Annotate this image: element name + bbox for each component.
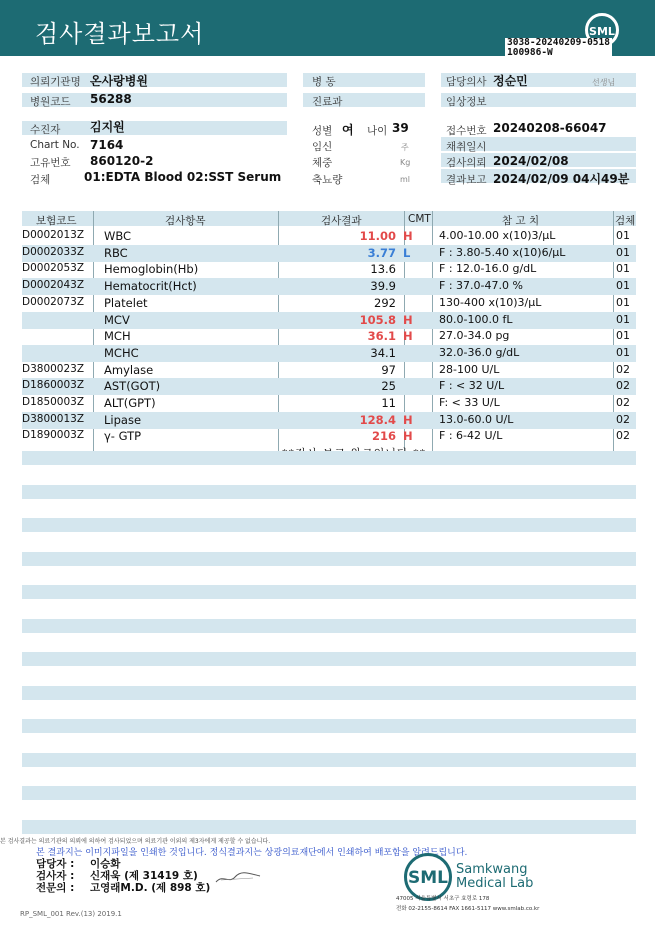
row-result: 292: [374, 295, 396, 310]
table-row: [22, 345, 636, 362]
row-result: 97: [381, 362, 396, 377]
row-code: D1860003Z: [22, 379, 85, 392]
table-row: [22, 295, 636, 312]
report-number: 3038-20240209-0518 100986-W: [507, 37, 610, 58]
row-specimen: 01: [616, 262, 630, 276]
row-reference: 32.0-36.0 g/dL: [439, 345, 520, 359]
hospital-code-label: 병원코드: [30, 96, 71, 108]
empty-row: [22, 686, 636, 700]
header-reference: 참 고 치: [502, 215, 540, 227]
age-label: 나이: [367, 125, 388, 137]
hospital-name: 온사랑병원: [90, 74, 148, 88]
empty-row: [22, 719, 636, 733]
empty-row: [22, 820, 636, 834]
row-specimen: 02: [616, 362, 630, 376]
specimen-label: 검체: [30, 174, 51, 186]
row-reference: 27.0-34.0 pg: [439, 329, 510, 343]
table-row: [22, 261, 636, 278]
empty-row: [22, 451, 636, 465]
row-item: RBC: [104, 245, 128, 260]
patient-label: 수진자: [30, 124, 61, 136]
row-code: D3800013Z: [22, 412, 85, 425]
row-specimen: 02: [616, 429, 630, 443]
company-contact: 전화 02-2155-8614 FAX 1661-5117 www.smlab.co.kr: [396, 906, 540, 912]
hospital-code: 56288: [90, 92, 132, 106]
row-item: AST(GOT): [104, 379, 161, 394]
row-reference: 13.0-60.0 U/L: [439, 412, 514, 426]
row-flag: H: [403, 412, 413, 427]
request-label: 검사의뢰: [446, 157, 487, 169]
inspector-name: 신재욱 (제 31419 호): [90, 870, 198, 882]
company-name-1: Samkwang: [456, 862, 528, 877]
row-reference: 80.0-100.0 fL: [439, 312, 513, 326]
table-row: [22, 228, 636, 245]
row-result: 25: [381, 379, 396, 394]
row-specimen: 01: [616, 329, 630, 343]
row-result: 34.1: [370, 345, 396, 360]
row-reference: 28-100 U/L: [439, 362, 500, 376]
table-row: [22, 395, 636, 412]
doctor-label: 담당의사: [446, 76, 487, 88]
row-specimen: 01: [616, 312, 630, 326]
row-item: Lipase: [104, 412, 142, 427]
row-code: D0002073Z: [22, 295, 85, 308]
table-row: [22, 362, 636, 379]
header-specimen: 검체: [615, 215, 636, 227]
row-result: 39.9: [370, 279, 396, 294]
ward-label: 병 동: [312, 76, 336, 88]
row-code: D0002033Z: [22, 245, 85, 258]
header-item: 검사항목: [165, 215, 206, 227]
table-row: [22, 412, 636, 429]
row-code: D0002053Z: [22, 262, 85, 275]
pregnancy-unit: 주: [401, 143, 409, 152]
patient-name: 김지원: [90, 120, 125, 134]
row-reference: F : 3.80-5.40 x(10)6/μL: [439, 245, 566, 259]
empty-row: [22, 753, 636, 767]
form-code: RP_SML_001 Rev.(13) 2019.1: [20, 910, 122, 918]
row-result: 128.4: [359, 412, 396, 427]
empty-row: [22, 786, 636, 800]
urine-label: 축뇨량: [312, 174, 343, 186]
empty-row: [22, 619, 636, 633]
row-result: 11: [381, 396, 396, 410]
row-item: Hemoglobin(Hb): [104, 262, 199, 277]
row-code: D0002013Z: [22, 229, 85, 241]
row-item: γ- GTP: [104, 429, 142, 444]
inspector-label: 검사자 :: [36, 870, 75, 882]
urine-unit: ml: [400, 175, 411, 184]
row-result: 216: [371, 429, 396, 444]
clinical-info-label: 임상정보: [446, 96, 487, 108]
row-code: D1890003Z: [22, 429, 85, 442]
row-result: 3.77: [367, 245, 396, 260]
table-row: [22, 428, 636, 445]
collect-label: 채취일시: [446, 141, 487, 153]
receipt-number: 20240208-66047: [493, 121, 607, 135]
pregnancy-label: 임신: [312, 141, 333, 153]
header-code: 보험코드: [36, 215, 77, 227]
samkwang-logo-icon: SML: [404, 853, 452, 901]
row-item: WBC: [104, 229, 132, 243]
row-result: 13.6: [370, 262, 396, 277]
row-result: 105.8: [359, 312, 396, 327]
row-reference: 4.00-10.00 x(10)3/μL: [439, 229, 556, 242]
row-specimen: 01: [616, 245, 630, 259]
row-flag: L: [403, 245, 411, 260]
row-reference: F : 12.0-16.0 g/dL: [439, 262, 537, 276]
row-specimen: 02: [616, 396, 630, 409]
row-code: D1850003Z: [22, 396, 85, 408]
request-date: 2024/02/08: [493, 154, 569, 168]
header-cmt: CMT: [408, 213, 431, 225]
table-row: [22, 245, 636, 262]
row-result: 11.00: [359, 229, 396, 243]
row-item: Hematocrit(Hct): [104, 279, 197, 294]
row-specimen: 01: [616, 345, 630, 359]
weight-unit: Kg: [400, 158, 411, 167]
chart-label: Chart No.: [30, 139, 80, 151]
doctor-suffix: 선생님: [592, 78, 616, 87]
result-report-label: 결과보고: [446, 174, 487, 186]
row-reference: F : 37.0-47.0 %: [439, 279, 523, 293]
table-row: [22, 328, 636, 345]
specimen-value: 01:EDTA Blood 02:SST Serum: [84, 170, 282, 184]
signature-icon: [213, 868, 263, 888]
row-reference: 130-400 x(10)3/μL: [439, 295, 542, 309]
age-value: 39: [392, 121, 409, 135]
receipt-label: 접수번호: [446, 125, 487, 137]
row-item: Platelet: [104, 295, 148, 310]
row-item: MCHC: [104, 345, 139, 360]
chart-number: 7164: [90, 138, 124, 152]
row-specimen: 01: [616, 229, 630, 242]
manager-label: 담당자 :: [36, 858, 75, 870]
company-address: 47005 서울특별시 서초구 효령로 178: [396, 896, 490, 902]
empty-row: [22, 585, 636, 599]
specialist-label: 전문의 :: [36, 882, 75, 894]
specialist-name: 고영래M.D. (제 898 호): [90, 882, 211, 894]
row-specimen: 01: [616, 295, 630, 309]
row-flag: H: [403, 329, 413, 344]
doctor-name: 정순민: [493, 74, 528, 88]
table-row: [22, 278, 636, 295]
row-code: D0002043Z: [22, 279, 85, 292]
row-item: Amylase: [104, 362, 154, 377]
sex-value: 여: [342, 123, 354, 137]
print-notice: 본 결과지는 이미지파일을 인쇄한 것입니다. 정식결과지는 상광의료재단에서 인쇄하여 배포함을 알려드립니다.: [36, 848, 468, 858]
row-item: MCV: [104, 312, 130, 327]
sex-label: 성별: [312, 125, 333, 137]
empty-row: [22, 652, 636, 666]
row-code: D3800023Z: [22, 362, 85, 375]
row-reference: F : 6-42 U/L: [439, 429, 503, 443]
row-flag: H: [403, 429, 413, 444]
department-label: 진료과: [312, 96, 343, 108]
result-report-date: 2024/02/09 04시49분: [493, 172, 630, 186]
company-name-2: Medical Lab: [456, 876, 534, 891]
row-reference: F : < 32 U/L: [439, 379, 505, 393]
fine-print: 본 검사결과는 의료기관의 의뢰에 의하여 검사되었으며 의료기관 이외의 제3자에게 제공할 수 없습니다.: [0, 838, 271, 845]
sml-logo-icon: SML: [585, 13, 619, 47]
row-specimen: 02: [616, 412, 630, 426]
row-result: 36.1: [367, 329, 396, 344]
empty-row: [22, 518, 636, 532]
manager-name: 이승화: [90, 858, 121, 870]
id-number: 860120-2: [90, 154, 154, 168]
table-row: [22, 378, 636, 395]
empty-row: [22, 552, 636, 566]
row-specimen: 01: [616, 279, 630, 293]
empty-row: [22, 485, 636, 499]
row-item: MCH: [104, 329, 131, 344]
table-row: [22, 312, 636, 329]
row-specimen: 02: [616, 379, 630, 393]
row-flag: H: [403, 229, 413, 243]
weight-label: 체중: [312, 157, 333, 169]
header-result: 검사결과: [321, 215, 362, 227]
row-item: ALT(GPT): [104, 396, 156, 410]
row-reference: F: < 33 U/L: [439, 396, 500, 409]
id-label: 고유번호: [30, 157, 71, 169]
hospital-label: 의뢰기관명: [30, 76, 81, 88]
report-title: 검사결과보고서: [35, 20, 205, 48]
row-flag: H: [403, 312, 413, 327]
